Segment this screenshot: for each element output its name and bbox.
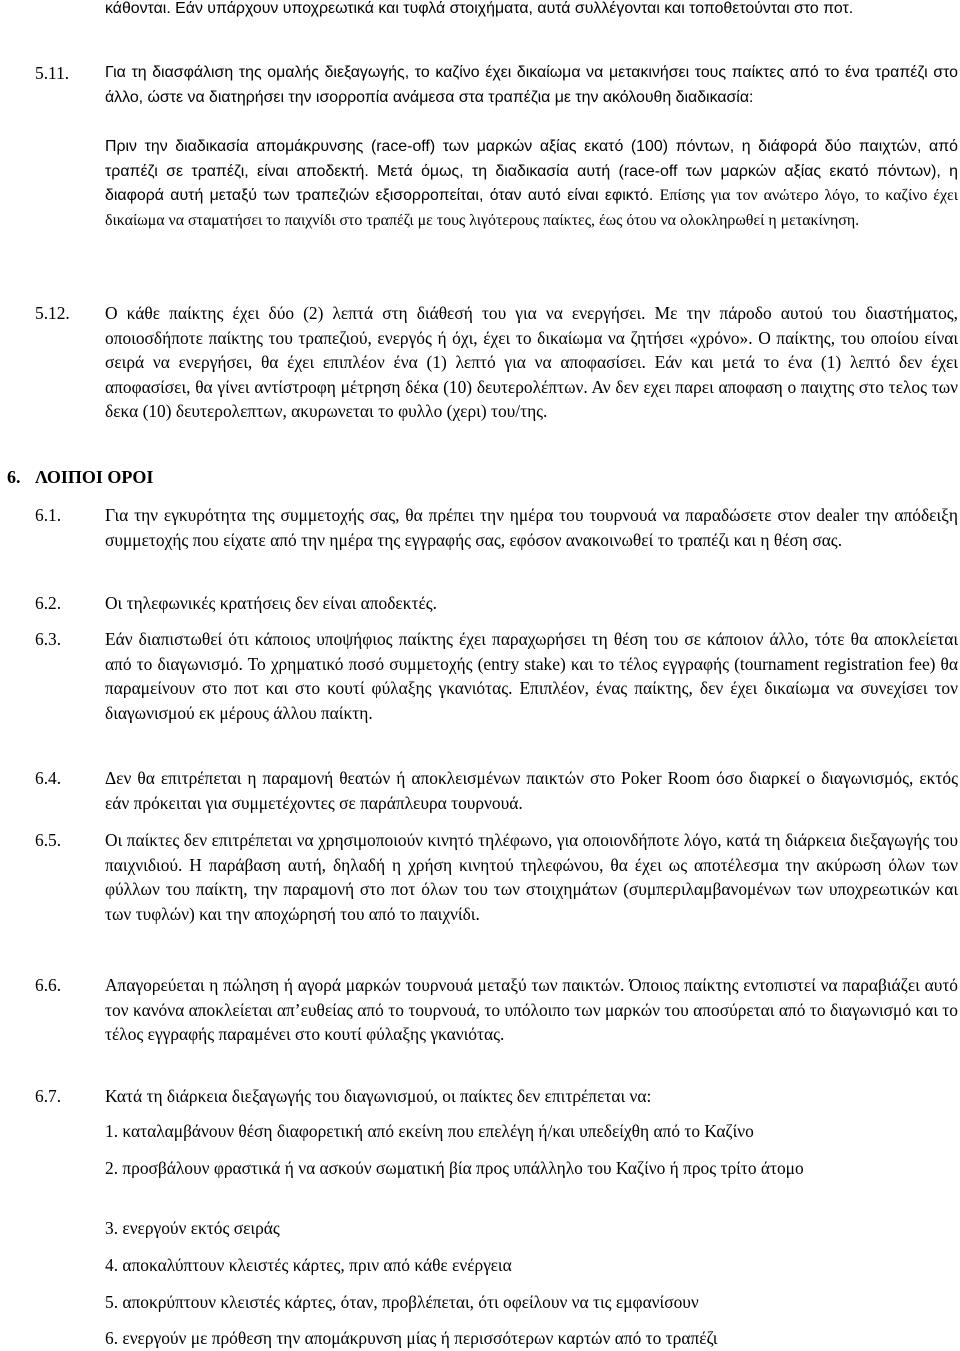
section-6-3-paragraph: Εάν διαπιστωθεί ότι κάποιος υποψήφιος παίκτης έχει παραχωρήσει τη θέση του σε κάποιον άλλο, τότε θα αποκλείεται από το διαγωνισμό. Το χρηματικό ποσό συμμετοχής (entry stake) και το τέλος εγγραφής (tournament registration fee) θα παραμείνουν στο ποτ και στο κουτί φύλαξης γκανιότας. Επιπλέον, ένας παίκτης, δεν έχει δικαίωμα να συνεχίσει τον διαγωνισμού εκ μέρους άλλου παίκτη. — [105, 629, 958, 723]
list-item: 1. καταλαμβάνουν θέση διαφορετική από εκείνη που επελέγη ή/και υπεδείχθη από το Καζίνο — [105, 1121, 754, 1141]
section-6-5-paragraph: Οι παίκτες δεν επιτρέπεται να χρησιμοποιούν κινητό τηλέφωνο, για οποιονδήποτε λόγο, κατά τη διάρκεια διεξαγωγής του παιχνιδιού. Η παράβαση αυτή, δηλαδή η χρήση κινητού τηλεφώνου, θα έχει ως αποτέλεσμα την ακύρωση όλων των φύλλων του παίκτη, την παραμονή στο ποτ όλων του των στοιχημάτων (συμπεριλαμβανομένων των υποχρεωτικών και των τυφλών) και την αποχώρησή του από το παιχνίδι. — [105, 830, 958, 924]
section-number-5-11: 5.11. — [35, 63, 70, 83]
section-6-heading — [7, 465, 153, 490]
section-6-4-paragraph: Δεν θα επιτρέπεται η παραμονή θεατών ή αποκλεισμένων παικτών στο Poker Room όσο διαρκεί ο διαγωνισμός, εκτός εάν πρόκειται για συμμετέχοντες σε παράπλευρα τουρνουά. — [105, 768, 958, 813]
section-5-12-paragraph: Ο κάθε παίκτης έχει δύο (2) λεπτά στη διάθεσή του για να ενεργήσει. Με την πάροδο αυτού του διαστήματος, οποιοσδήποτε παίκτης του τραπεζιού, ενεργός ή όχι, έχει το δικαίωμα να ζητήσει «χρόνο». Ο παίκτης, του οποίου είναι σειρά να ενεργήσει, θα έχει επιπλέον ένα (1) λεπτό για να αποφασίσει. Εάν και μετά το ένα (1) λεπτό δεν έχει αποφασίσει, θα γίνει αντίστροφη μέτρηση δέκα (10) δευτερολέπτων. Αν δεν εχει παρει αποφαση ο παιχτης στο τελος των δεκα (10) δευτερολεπτων, ακυρωνεται το φυλλο (χερι) του/της. — [105, 303, 958, 421]
list-item: 5. αποκρύπτουν κλειστές κάρτες, όταν, προβλέπεται, ότι οφείλουν να τις εμφανίσουν — [105, 1292, 699, 1312]
list-item: 3. ενεργούν εκτός σειράς — [105, 1218, 280, 1238]
table-stop-text: Επίσης για τον ανώτερο λόγο, το καζίνο έχει δικαίωμα να σταματήσει το παιχνίδι στο τραπέζι με τους λιγότερους παίκτες, έως ότου να ολοκληρωθεί η μετακίνηση. — [105, 187, 958, 229]
section-5-11-paragraph: Για τη διασφάλιση της ομαλής διεξαγωγής, το καζίνο έχει δικαίωμα να μετακινήσει τους παίκτες από το ένα τραπέζι στο άλλο, ώστε να διατηρήσει την ισορροπία ανάμεσα στα τραπέζια με την ακόλουθη διαδικασία: — [105, 64, 958, 106]
list-item: 6. ενεργούν με πρόθεση την απομάκρυνση μίας ή περισσότερων καρτών από το τραπέζι — [105, 1328, 718, 1348]
section-number-6-1: 6.1. — [35, 505, 62, 525]
list-item: 4. αποκαλύπτουν κλειστές κάρτες, πριν από κάθε ενέργεια — [105, 1255, 512, 1275]
section-number-6-5: 6.5. — [35, 830, 62, 850]
section-6-2-paragraph: Οι τηλεφωνικές κρατήσεις δεν είναι αποδεκτές. — [105, 593, 438, 613]
race-off-text: Πριν την διαδικασία απομάκρυνσης (race-off) των μαρκών αξίας εκατό (100) πόντων, η διάφορά δύο παιχτών, από τραπέζι σε τραπέζι, είναι αποδεκτή. Μετά όμως, τη διαδικασία αυτή (race-off των μαρκών αξίας εκατό πόντων), η διαφορά αυτή μεταξύ των τραπεζιών εξισορροπείται, όταν αυτό είναι εφικτό. — [105, 138, 958, 204]
section-6-6-paragraph: Απαγορεύεται η πώληση ή αγορά μαρκών τουρνουά μεταξύ των παικτών. Όποιος παίκτης εντοπιστεί να παραβιάζει αυτό τον κανόνα αποκλείεται απ’ευθείας από το τουρνουά, το υπόλοιπο των μαρκών του αποσύρεται από το διαγωνισμό και το τέλος εγγραφής παραμένει στο κουτί φύλαξης γκανιότας. — [105, 975, 958, 1044]
section-6-title: ΛΟΙΠΟΙ ΟΡΟΙ — [35, 467, 154, 487]
section-6-number: 6. — [7, 467, 21, 487]
section-5-11-race-off-paragraph — [105, 135, 958, 233]
section-number-6-7: 6.7. — [35, 1086, 62, 1106]
section-6-1-paragraph: Για την εγκυρότητα της συμμετοχής σας, θα πρέπει την ημέρα του τουρνουά να παραδώσετε στον dealer την απόδειξη συμμετοχής που είχατε από την ημέρα της εγγραφής σας, εφόσον ανακοινωθεί το τραπέζι και η θέση σας. — [105, 505, 958, 550]
section-number-6-4: 6.4. — [35, 768, 62, 788]
section-6-7-paragraph: Κατά τη διάρκεια διεξαγωγής του διαγωνισμού, οι παίκτες δεν επιτρέπεται να: — [105, 1086, 652, 1106]
section-number-6-3: 6.3. — [35, 629, 62, 649]
section-number-6-6: 6.6. — [35, 975, 62, 995]
list-item: 2. προσβάλουν φραστικά ή να ασκούν σωματική βία προς υπάλληλο του Καζίνο ή προς τρίτο άτομο — [105, 1158, 804, 1178]
section-number-6-2: 6.2. — [35, 593, 62, 613]
section-number-5-12: 5.12. — [35, 303, 70, 323]
intro-paragraph: κάθονται. Εάν υπάρχουν υποχρεωτικά και τυφλά στοιχήματα, αυτά συλλέγονται και τοποθετούνται στο ποτ. — [105, 0, 854, 17]
